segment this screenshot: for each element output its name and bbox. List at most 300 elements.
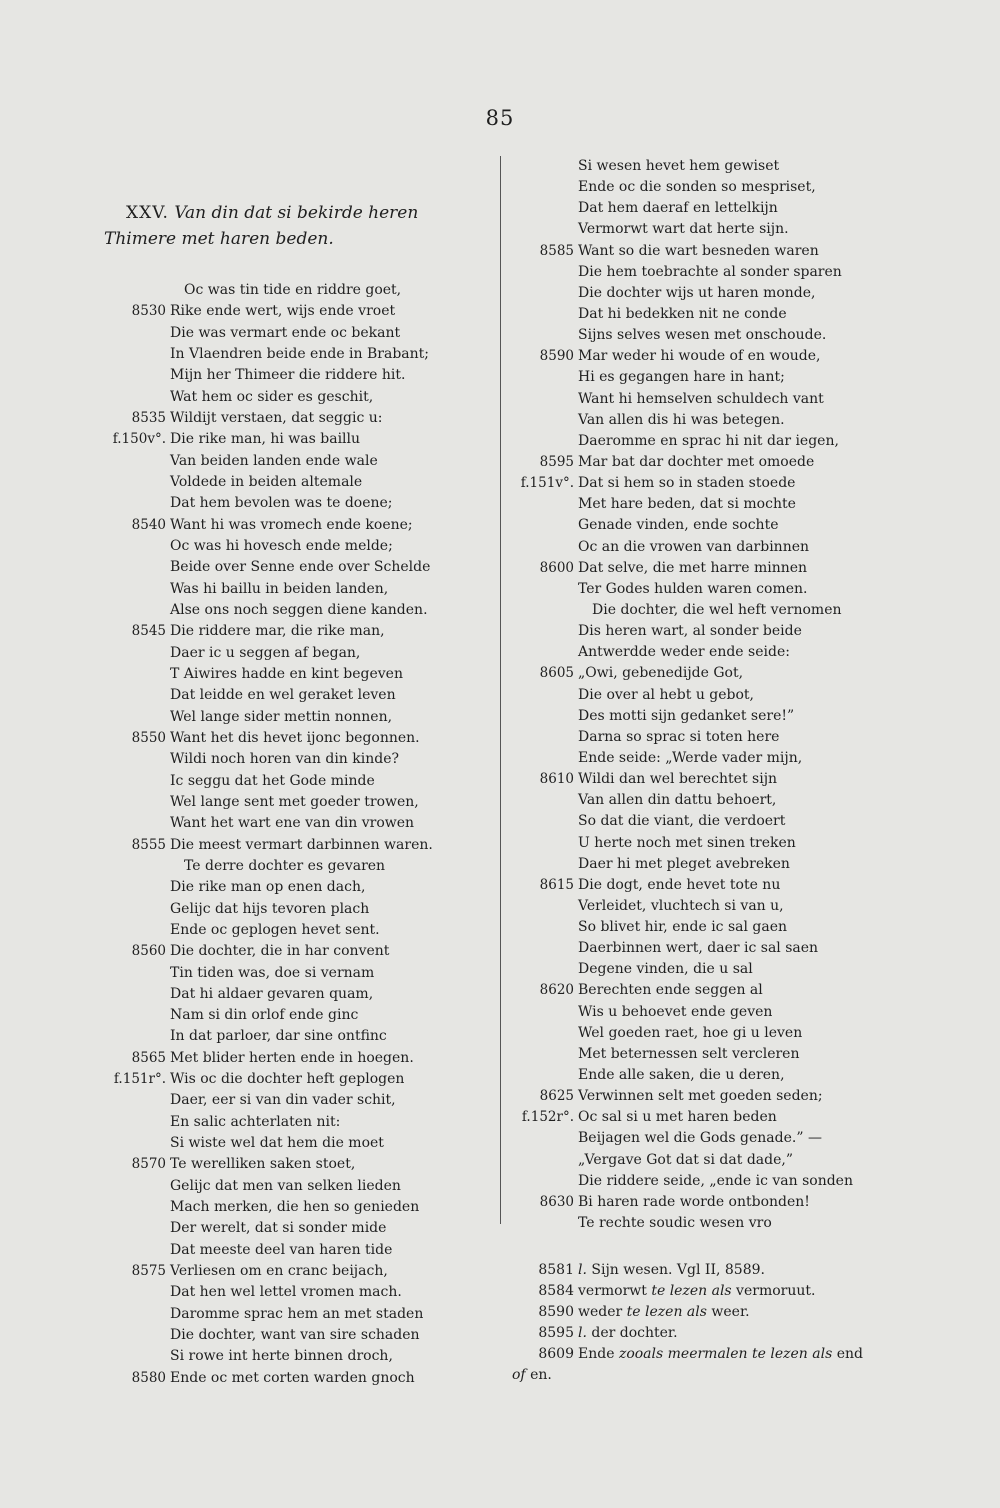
line-number — [104, 664, 170, 685]
verse-line — [104, 579, 484, 600]
line-number — [104, 685, 170, 706]
verse-text: Die dogt, ende hevet tote nu — [578, 876, 781, 893]
verse-line — [512, 389, 872, 410]
verse-text: Van allen din dattu behoert, — [578, 792, 777, 809]
footnote-text — [578, 1260, 765, 1281]
verse-text: Die meest vermart darbinnen waren. — [170, 836, 433, 853]
right-column — [512, 156, 872, 1386]
verse-line — [512, 980, 872, 1001]
verse-line — [512, 1002, 872, 1023]
line-number — [104, 1090, 170, 1111]
verse-text: Die was vermart ende oc bekant — [170, 324, 401, 341]
line-number — [512, 642, 578, 663]
verse-line — [512, 642, 872, 663]
verse-line — [512, 663, 872, 684]
line-number: 8540 — [131, 516, 166, 533]
line-number: f.151r°. — [113, 1071, 166, 1088]
line-number — [512, 811, 578, 832]
footnote-roman: der dochter. — [586, 1325, 678, 1342]
verse-line — [512, 833, 872, 854]
line-number — [104, 984, 170, 1005]
verse-text: Die dochter wijs ut haren monde, — [578, 284, 816, 301]
verse-text: Alse ons noch seggen diene kanden. — [170, 601, 428, 618]
line-number — [512, 1065, 578, 1086]
line-number — [104, 493, 170, 514]
line-number: f.151v°. — [520, 475, 574, 492]
line-number — [512, 896, 578, 917]
verse-text: Die riddere mar, die rike man, — [170, 623, 385, 640]
footnote-roman: weer. — [706, 1304, 750, 1321]
line-number — [512, 706, 578, 727]
verse-text: Wildi noch horen van din kinde? — [170, 751, 399, 768]
verse-text: Mijn her Thimeer die riddere hit. — [170, 367, 406, 384]
line-number: 8610 — [539, 771, 574, 788]
footnote-text — [578, 1281, 815, 1302]
line-number — [104, 1325, 170, 1346]
footnote-line-ref: 8584 — [538, 1283, 574, 1300]
line-number — [104, 643, 170, 664]
verse-text: Van allen dis hi was betegen. — [578, 411, 785, 428]
footnote-roman: vermorwt — [578, 1283, 652, 1300]
line-number — [512, 833, 578, 854]
line-number: 8625 — [539, 1088, 574, 1105]
line-number — [104, 1346, 170, 1367]
footnote-italic: te lezen als — [651, 1283, 732, 1300]
verse-text: Beide over Senne ende over Schelde — [170, 559, 431, 576]
verse-text: T Aiwires hadde en kint begeven — [170, 665, 403, 682]
line-number — [512, 1044, 578, 1065]
verse-line — [512, 1213, 872, 1234]
left-verses — [104, 280, 484, 1389]
verse-text: Want hi hemselven schuldech vant — [578, 390, 824, 407]
verse-text: „Vergave Got dat si dat dade,” — [578, 1151, 793, 1168]
verse-text: „Owi, gebenedijde Got, — [578, 665, 744, 682]
verse-text: So blivet hir, ende ic sal gaen — [578, 919, 788, 936]
line-number — [512, 219, 578, 240]
verse-line — [512, 769, 872, 790]
line-number — [512, 177, 578, 198]
footnote-italic: te lezen als — [626, 1304, 707, 1321]
verse-text: Dat selve, die met harre minnen — [578, 559, 808, 576]
verse-line — [512, 1192, 872, 1213]
line-number — [104, 813, 170, 834]
verse-text: Te derre dochter es gevaren — [184, 857, 386, 874]
verse-line — [512, 959, 872, 980]
verse-line — [104, 557, 484, 578]
verse-line — [104, 323, 484, 344]
line-number: 8565 — [131, 1049, 166, 1066]
verse-text: In dat parloer, dar sine ontfinc — [170, 1028, 387, 1045]
line-number — [104, 344, 170, 365]
line-number — [104, 963, 170, 984]
verse-text: Ende alle saken, die u deren, — [578, 1067, 785, 1084]
verse-line — [104, 1261, 484, 1282]
verse-line — [104, 536, 484, 557]
verse-line — [104, 1176, 484, 1197]
line-number — [104, 1176, 170, 1197]
verse-text: Die rike man op enen dach, — [170, 879, 366, 896]
line-number — [512, 283, 578, 304]
verse-line — [104, 301, 484, 322]
footnote-text — [512, 1365, 552, 1386]
line-number — [104, 387, 170, 408]
verse-line — [104, 1346, 484, 1367]
verse-text: Ter Godes hulden waren comen. — [578, 580, 808, 597]
line-number — [512, 959, 578, 980]
verse-line — [512, 938, 872, 959]
line-number — [512, 727, 578, 748]
verse-text: Beijagen wel die Gods genade.” — — [578, 1130, 822, 1147]
line-number — [512, 1213, 578, 1234]
line-number — [512, 156, 578, 177]
verse-line — [512, 262, 872, 283]
verse-text: En salic achterlaten nit: — [170, 1113, 341, 1130]
verse-line — [104, 1368, 484, 1389]
verse-text: Wis u behoevet ende geven — [578, 1003, 773, 1020]
line-number — [104, 1282, 170, 1303]
footnote-text — [578, 1344, 863, 1365]
line-number — [512, 262, 578, 283]
footnote — [512, 1365, 872, 1386]
footnote-roman: Ende — [578, 1346, 619, 1363]
line-number: 8575 — [131, 1263, 166, 1280]
line-number — [512, 854, 578, 875]
verse-line — [512, 896, 872, 917]
verse-text: Daerbinnen wert, daer ic sal saen — [578, 940, 819, 957]
right-verses — [512, 156, 872, 1234]
verse-line — [512, 790, 872, 811]
verse-text: Met hare beden, dat si mochte — [578, 496, 796, 513]
line-number: f.152r°. — [521, 1109, 574, 1126]
line-number — [512, 938, 578, 959]
verse-text: Was hi baillu in beiden landen, — [170, 580, 389, 597]
verse-line — [104, 792, 484, 813]
verse-text: In Vlaendren beide ende in Brabant; — [170, 345, 429, 362]
verse-text: Voldede in beiden altemale — [170, 473, 363, 490]
line-number: 8580 — [131, 1369, 166, 1386]
line-number — [512, 621, 578, 642]
line-number — [104, 1133, 170, 1154]
footnote-italic: l. — [578, 1262, 587, 1279]
line-number: 8535 — [131, 409, 166, 426]
verse-text: Darna so sprac si toten here — [578, 728, 780, 745]
line-number — [104, 920, 170, 941]
verse-text: Met beternessen selt vercleren — [578, 1045, 800, 1062]
footnote-roman: en. — [525, 1367, 552, 1384]
verse-text: Mar bat dar dochter met omoede — [578, 453, 815, 470]
verse-line — [104, 429, 484, 450]
footnote — [512, 1344, 872, 1365]
verse-text: Rike ende wert, wijs ende vroet — [170, 303, 396, 320]
verse-line — [512, 537, 872, 558]
line-number: 8555 — [131, 836, 166, 853]
footnote-italic: zooals meermalen te lezen als — [618, 1346, 833, 1363]
footnote-italic: of — [512, 1367, 526, 1384]
verse-line — [104, 472, 484, 493]
line-number — [512, 304, 578, 325]
verse-text: Wat hem oc sider es geschit, — [170, 388, 374, 405]
verse-line — [512, 177, 872, 198]
verse-text: Oc sal si u met haren beden — [578, 1109, 777, 1126]
line-number — [512, 1002, 578, 1023]
verse-line — [104, 344, 484, 365]
line-number — [104, 365, 170, 386]
verse-text: Dat leidde en wel geraket leven — [170, 687, 396, 704]
line-number — [104, 323, 170, 344]
verse-line — [104, 664, 484, 685]
verse-line — [512, 621, 872, 642]
verse-text: Gelijc dat hijs tevoren plach — [170, 900, 370, 917]
verse-line — [104, 515, 484, 536]
verse-text: Wis oc die dochter heft geplogen — [170, 1071, 405, 1088]
verse-line — [104, 856, 484, 877]
verse-line — [104, 1154, 484, 1175]
line-number — [512, 389, 578, 410]
verse-line — [104, 920, 484, 941]
verse-text: Si rowe int herte binnen droch, — [170, 1348, 393, 1365]
verse-line — [104, 600, 484, 621]
verse-text: Verleidet, vluchtech si van u, — [578, 897, 784, 914]
footnote-text — [578, 1323, 678, 1344]
footnote-roman: weder — [578, 1304, 627, 1321]
verse-text: Want hi was vromech ende koene; — [170, 516, 413, 533]
verse-line — [512, 219, 872, 240]
footnote-italic: l. — [578, 1325, 587, 1342]
footnote-text — [578, 1302, 750, 1323]
verse-line — [512, 685, 872, 706]
verse-line — [512, 706, 872, 727]
line-number: 8545 — [131, 623, 166, 640]
line-number — [104, 579, 170, 600]
verse-text: Verwinnen selt met goeden seden; — [578, 1088, 823, 1105]
verse-line — [104, 1026, 484, 1047]
section-heading — [104, 200, 484, 252]
verse-line — [104, 1325, 484, 1346]
verse-line — [512, 494, 872, 515]
verse-line — [104, 899, 484, 920]
line-number — [512, 1128, 578, 1149]
verse-text: Ende oc geplogen hevet sent. — [170, 921, 380, 938]
line-number: 8620 — [539, 982, 574, 999]
verse-line — [512, 431, 872, 452]
verse-text: Berechten ende seggen al — [578, 982, 763, 999]
line-number — [512, 748, 578, 769]
line-number: 8560 — [131, 943, 166, 960]
verse-line — [512, 1044, 872, 1065]
footnote — [512, 1281, 872, 1302]
line-number — [104, 899, 170, 920]
line-number — [104, 1240, 170, 1261]
footnote — [512, 1323, 872, 1344]
line-number — [104, 1112, 170, 1133]
verse-text: Die dochter, die wel heft vernomen — [592, 601, 842, 618]
line-number: 8550 — [131, 729, 166, 746]
verse-text: Ende seide: „Werde vader mijn, — [578, 749, 803, 766]
line-number — [512, 431, 578, 452]
footnote-roman: Sijn wesen. Vgl II, 8589. — [586, 1262, 765, 1279]
verse-text: Dat meeste deel van haren tide — [170, 1241, 393, 1258]
line-number — [104, 856, 170, 877]
verse-text: Want het wart ene van din vrowen — [170, 815, 415, 832]
line-number — [512, 579, 578, 600]
verse-line — [104, 728, 484, 749]
verse-text: Daer, eer si van din vader schit, — [170, 1092, 396, 1109]
footnote-line-ref: 8609 — [538, 1346, 574, 1363]
verse-text: Bi haren rade worde ontbonden! — [578, 1193, 810, 1210]
line-number: 8615 — [539, 876, 574, 893]
line-number: 8595 — [539, 453, 574, 470]
verse-line — [512, 241, 872, 262]
footnote-line-ref: 8590 — [538, 1304, 574, 1321]
verse-text: Dat si hem so in staden stoede — [578, 475, 796, 492]
line-number: f.150v°. — [112, 431, 166, 448]
verse-line — [104, 621, 484, 642]
verse-line — [104, 835, 484, 856]
verse-line — [104, 1197, 484, 1218]
verse-text: Antwerdde weder ende seide: — [578, 644, 790, 661]
line-number — [104, 749, 170, 770]
verse-line — [512, 875, 872, 896]
verse-text: Dat hen wel lettel vromen mach. — [170, 1284, 402, 1301]
verse-text: Te werelliken saken stoet, — [170, 1156, 356, 1173]
line-number: 8585 — [539, 242, 574, 259]
verse-text: Gelijc dat men van selken lieden — [170, 1177, 401, 1194]
verse-line — [104, 1218, 484, 1239]
verse-text: Daer ic u seggen af began, — [170, 644, 361, 661]
verse-text: Oc was tin tide en riddre goet, — [184, 282, 402, 298]
verse-line — [104, 813, 484, 834]
line-number — [512, 600, 578, 621]
verse-text: Die over al hebt u gebot, — [578, 686, 754, 703]
line-number — [512, 198, 578, 219]
verse-text: Met blider herten ende in hoegen. — [170, 1049, 414, 1066]
verse-line — [512, 304, 872, 325]
verse-line — [512, 1171, 872, 1192]
verse-text: Vermorwt wart dat herte sijn. — [578, 221, 789, 238]
verse-line — [512, 1023, 872, 1044]
line-number: 8530 — [131, 303, 166, 320]
column-divider — [500, 156, 501, 1224]
verse-text: Ende oc met corten warden gnoch — [170, 1369, 415, 1386]
verse-text: Daeromme en sprac hi nit dar iegen, — [578, 432, 839, 449]
verse-text: Hi es gegangen hare in hant; — [578, 369, 785, 386]
footnote-roman: vermoruut. — [731, 1283, 816, 1300]
line-number — [512, 494, 578, 515]
verse-text: Sijns selves wesen met onschoude. — [578, 327, 827, 344]
verse-text: Wel goeden raet, hoe gi u leven — [578, 1024, 803, 1041]
verse-line — [104, 1282, 484, 1303]
line-number: 8605 — [539, 665, 574, 682]
verse-text: Want het dis hevet ijonc begonnen. — [170, 729, 420, 746]
verse-line — [512, 854, 872, 875]
verse-line — [104, 707, 484, 728]
line-number — [104, 1005, 170, 1026]
verse-line — [512, 748, 872, 769]
verse-line — [104, 365, 484, 386]
verse-line — [104, 1069, 484, 1090]
verse-text: Des motti sijn gedanket sere!” — [578, 707, 795, 724]
footnote-roman: end — [832, 1346, 863, 1363]
verse-line — [512, 1128, 872, 1149]
verse-text: Ic seggu dat het Gode minde — [170, 772, 375, 789]
line-number: 8590 — [539, 348, 574, 365]
verse-text: Die dochter, want van sire schaden — [170, 1327, 420, 1344]
verse-line — [104, 1304, 484, 1325]
line-number — [104, 1026, 170, 1047]
line-number — [104, 451, 170, 472]
line-number — [104, 557, 170, 578]
line-number — [512, 1171, 578, 1192]
verse-line — [104, 1112, 484, 1133]
verse-line — [512, 410, 872, 431]
verse-line — [512, 1107, 872, 1128]
line-number: 8600 — [539, 559, 574, 576]
line-number: 8570 — [131, 1156, 166, 1173]
verse-text: Si wesen hevet hem gewiset — [578, 158, 780, 174]
line-number — [512, 790, 578, 811]
verse-text: Dat hi aldaer gevaren quam, — [170, 985, 374, 1002]
verse-line — [512, 346, 872, 367]
line-number — [104, 1304, 170, 1325]
footnote-line-ref: 8595 — [538, 1325, 574, 1342]
verse-text: Ende oc die sonden so mespriset, — [578, 179, 816, 196]
verse-line — [104, 749, 484, 770]
verse-text: Tin tiden was, doe si vernam — [170, 964, 375, 981]
line-number — [512, 537, 578, 558]
line-number — [512, 410, 578, 431]
line-number: 8630 — [539, 1193, 574, 1210]
verse-line — [512, 1086, 872, 1107]
line-number — [104, 600, 170, 621]
verse-line — [104, 963, 484, 984]
verse-line — [104, 685, 484, 706]
verse-line — [104, 280, 484, 301]
verse-line — [104, 643, 484, 664]
line-number — [512, 367, 578, 388]
verse-text: Die riddere seide, „ende ic van sonden — [578, 1172, 853, 1189]
verse-line — [104, 387, 484, 408]
verse-text: Van beiden landen ende wale — [170, 452, 378, 469]
section-title-line1: Van din dat si bekirde heren — [174, 203, 419, 223]
verse-line — [104, 877, 484, 898]
line-number — [104, 1197, 170, 1218]
verse-line — [512, 917, 872, 938]
verse-text: Degene vinden, die u sal — [578, 961, 753, 978]
verse-text: U herte noch met sinen treken — [578, 834, 796, 851]
verse-line — [512, 600, 872, 621]
verse-text: Oc an die vrowen van darbinnen — [578, 538, 810, 555]
verse-line — [512, 727, 872, 748]
verse-line — [512, 1150, 872, 1171]
verse-line — [512, 473, 872, 494]
verse-text: Verliesen om en cranc beijach, — [170, 1263, 388, 1280]
line-number — [104, 707, 170, 728]
verse-text: Mar weder hi woude of en woude, — [578, 348, 821, 365]
verse-text: Genade vinden, ende sochte — [578, 517, 779, 534]
line-number — [104, 1218, 170, 1239]
section-numeral: XXV. — [126, 203, 169, 223]
verse-line — [104, 1048, 484, 1069]
footnote — [512, 1260, 872, 1281]
verse-line — [104, 984, 484, 1005]
verse-text: Mach merken, die hen so genieden — [170, 1199, 420, 1216]
verse-line — [512, 367, 872, 388]
verse-text: Dis heren wart, al sonder beide — [578, 623, 802, 640]
line-number — [512, 515, 578, 536]
verse-line — [512, 1065, 872, 1086]
verse-text: Nam si din orlof ende ginc — [170, 1007, 359, 1024]
line-number — [104, 792, 170, 813]
